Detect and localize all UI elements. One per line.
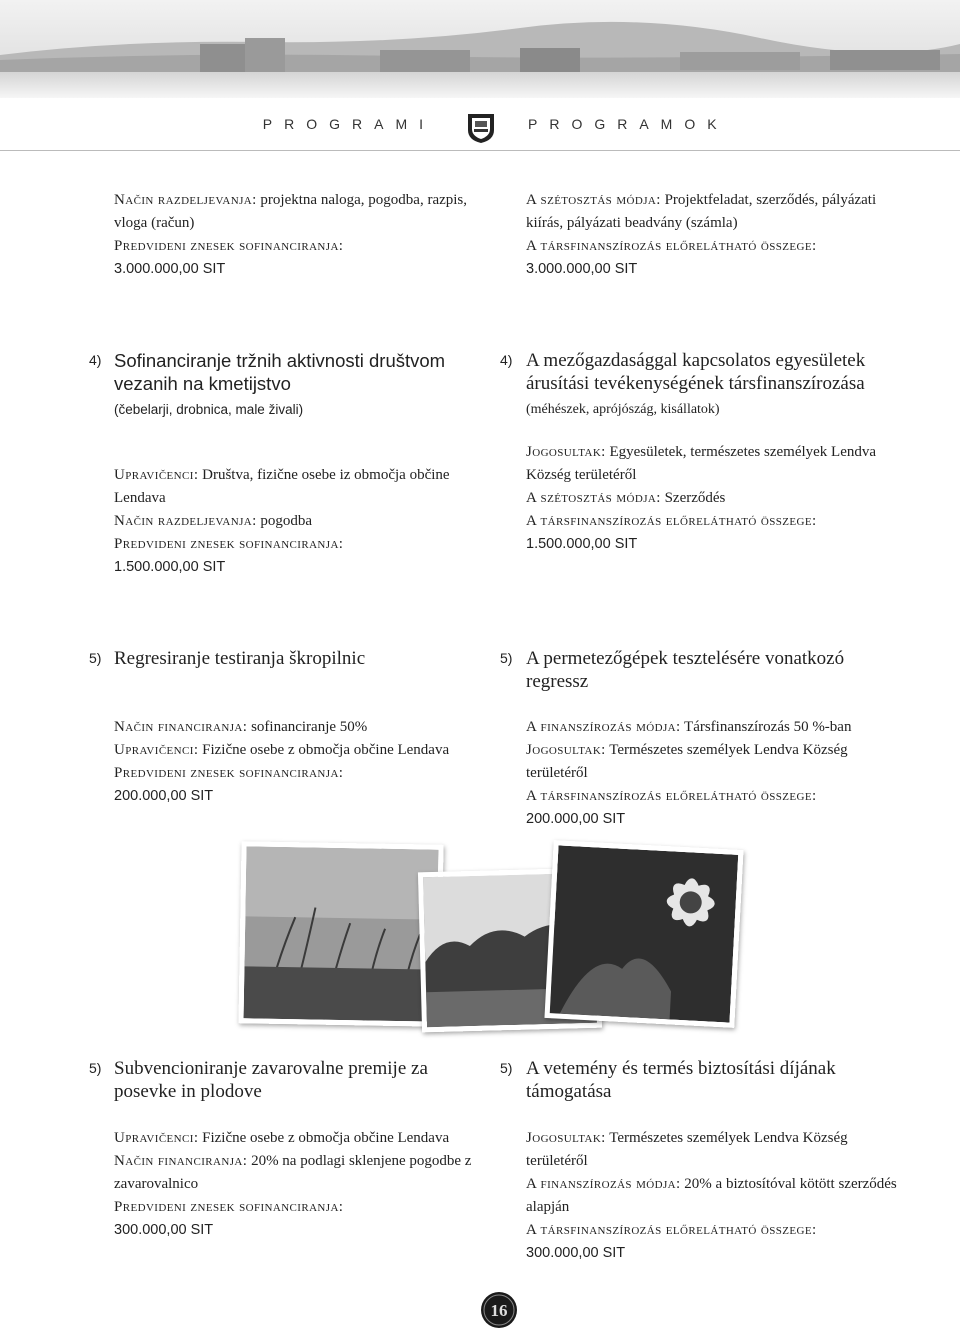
amount-value: 3.000.000,00 SIT <box>526 261 638 277</box>
beneficiaries-value: Természetes személyek Lendva Község területéről <box>526 742 848 781</box>
beneficiaries-value: Društva, fizične osebe iz območja občine Lendava <box>114 467 450 506</box>
financing-label: Način financiranja: <box>114 719 248 735</box>
amount-label: Predvideni znesek sofinanciranja: <box>114 238 344 254</box>
financing-value: 20% na podlagi sklenjene pogodbe z zavarovalnico <box>114 1153 472 1192</box>
amount-label: Predvideni znesek sofinanciranja: <box>114 1199 344 1215</box>
amount-value: 300.000,00 SIT <box>114 1222 214 1238</box>
town-panorama-banner <box>0 0 960 98</box>
section-subtitle: (čebelarji, drobnica, male živali) <box>114 402 304 417</box>
section-heading: Regresiranje testiranja škropilnic <box>114 648 366 669</box>
method-label: A szétosztás módja: <box>526 490 661 506</box>
beneficiaries-label: Upravičenci: <box>114 742 199 758</box>
beneficiaries-label: Jogosultak: <box>526 742 606 758</box>
section-number: 5) <box>500 650 513 666</box>
amount-label: Predvideni znesek sofinanciranja: <box>114 536 344 552</box>
section-heading: Sofinanciranje tržnih aktivnosti društvom vezanih na kmetijstvo <box>114 350 446 394</box>
section-title-hu <box>526 1057 906 1103</box>
coat-of-arms-icon <box>466 112 496 144</box>
financing-label: A finanszírozás módja: <box>526 1176 681 1192</box>
running-header <box>0 112 960 144</box>
method-value: Projektfeladat, szerződés, pályázati kiírás, pályázati beadvány (számla) <box>526 192 877 231</box>
section-title-hu <box>526 647 906 693</box>
beneficiaries-value: Fizične osebe z območja občine Lendava <box>202 1130 450 1146</box>
amount-label: A társfinanszírozás előrelátható összege: <box>526 513 817 529</box>
section-heading: A permetezőgépek tesztelésére vonatkozó regressz <box>526 648 845 692</box>
method-value: pogodba <box>260 513 313 529</box>
section-heading: A vetemény és termés biztosítási díjának támogatása <box>526 1058 836 1102</box>
page-number: 16 <box>490 1301 508 1320</box>
section-number: 5) <box>500 1060 513 1076</box>
top-block-hu <box>526 189 906 281</box>
method-value: Szerződés <box>664 490 726 506</box>
section-5b-details-sl <box>114 1127 484 1242</box>
section-heading: A mezőgazdasággal kapcsolatos egyesületek árusítási tevékenységének társfinanszírozása <box>526 350 866 394</box>
section-title-sl <box>114 1057 474 1103</box>
financing-value: Társfinanszírozás 50 %-ban <box>684 719 852 735</box>
top-block-sl <box>114 189 484 281</box>
header-right-label: PROGRAMOK <box>528 116 729 132</box>
section-4-details-hu <box>526 441 906 556</box>
section-number: 4) <box>89 352 102 368</box>
page-number-badge <box>480 1291 518 1329</box>
beneficiaries-label: Jogosultak: <box>526 1130 606 1146</box>
header-divider <box>0 150 960 151</box>
financing-value: 20% a biztosítóval kötött szerződés alapján <box>526 1176 897 1215</box>
section-5a-details-sl <box>114 716 484 808</box>
financing-label: Način financiranja: <box>114 1153 248 1169</box>
section-5b-details-hu <box>526 1127 906 1265</box>
beneficiaries-label: Upravičenci: <box>114 467 199 483</box>
amount-value: 3.000.000,00 SIT <box>114 261 226 277</box>
amount-label: A társfinanszírozás előrelátható összege: <box>526 1222 817 1238</box>
financing-value: sofinanciranje 50% <box>251 719 368 735</box>
amount-value: 200.000,00 SIT <box>526 811 626 827</box>
sunflower-photo <box>544 840 743 1028</box>
section-title-sl <box>114 349 474 423</box>
amount-value: 1.500.000,00 SIT <box>114 559 226 575</box>
section-4-details-sl <box>114 464 484 579</box>
section-number: 5) <box>89 1060 102 1076</box>
section-subtitle: (méhészek, aprójószág, kisállatok) <box>526 402 720 417</box>
amount-label: A társfinanszírozás előrelátható összege: <box>526 788 817 804</box>
beneficiaries-value: Természetes személyek Lendva Község területéről <box>526 1130 848 1169</box>
header-left-label: PROGRAMI <box>262 116 435 132</box>
method-label: Način razdeljevanja: <box>114 192 257 208</box>
amount-label: A társfinanszírozás előrelátható összege: <box>526 238 817 254</box>
section-5a-details-hu <box>526 716 906 831</box>
section-title-hu <box>526 349 906 423</box>
beneficiaries-value: Egyesületek, természetes személyek Lendva Község területéről <box>526 444 877 483</box>
amount-label: Predvideni znesek sofinanciranja: <box>114 765 344 781</box>
method-label: A szétosztás módja: <box>526 192 661 208</box>
method-value: projektna naloga, pogodba, razpis, vloga (račun) <box>114 192 468 231</box>
section-title-sl <box>114 647 474 670</box>
section-heading: Subvencioniranje zavarovalne premije za posevke in plodove <box>114 1058 428 1102</box>
section-number: 5) <box>89 650 102 666</box>
amount-value: 1.500.000,00 SIT <box>526 536 638 552</box>
amount-value: 200.000,00 SIT <box>114 788 214 804</box>
section-number: 4) <box>500 352 513 368</box>
beneficiaries-label: Upravičenci: <box>114 1130 199 1146</box>
amount-value: 300.000,00 SIT <box>526 1245 626 1261</box>
method-label: Način razdeljevanja: <box>114 513 257 529</box>
beneficiaries-label: Jogosultak: <box>526 444 606 460</box>
financing-label: A finanszírozás módja: <box>526 719 681 735</box>
beneficiaries-value: Fizične osebe z območja občine Lendava <box>202 742 450 758</box>
wheat-field-photo <box>238 841 443 1026</box>
